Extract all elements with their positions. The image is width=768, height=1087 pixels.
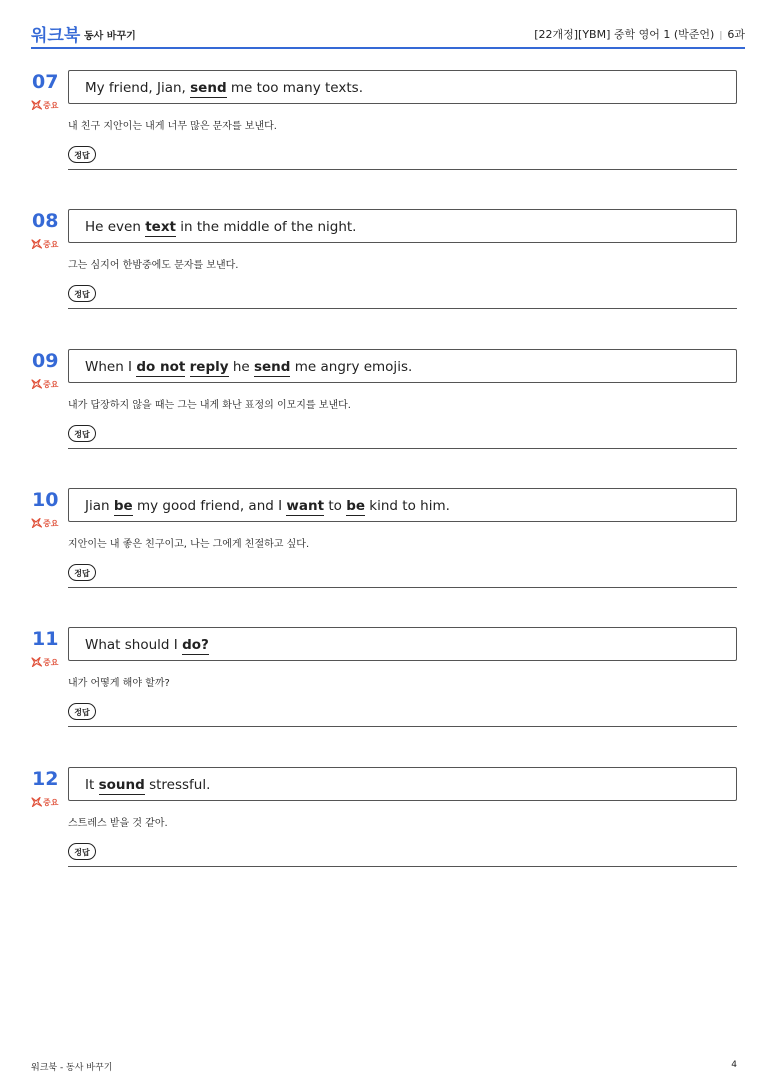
target-verb: text <box>145 219 176 235</box>
target-verb: do? <box>182 637 209 653</box>
korean-translation: 내 친구 지안이는 내게 너무 많은 문자를 보낸다. <box>68 121 277 132</box>
question-item <box>0 767 768 887</box>
sentence-box <box>68 767 737 801</box>
footer-title: 워크북 - 동사 바꾸기 <box>31 1063 113 1073</box>
star-icon <box>31 518 42 528</box>
sentence-text: kind to him. <box>365 498 450 514</box>
course-title: [22개정][YBM] 중학 영어 1 (박준언) <box>534 28 715 41</box>
sentence-text: When I <box>85 359 137 375</box>
important-badge <box>31 797 58 808</box>
answer-button[interactable]: 정답 <box>68 564 96 581</box>
page-number: 4 <box>731 1060 737 1070</box>
target-verb: sound <box>98 777 145 793</box>
sentence-box <box>68 209 737 243</box>
important-badge <box>31 100 58 111</box>
answer-line <box>68 448 737 449</box>
answer-button[interactable]: 정답 <box>68 843 96 860</box>
korean-translation: 지안이는 내 좋은 친구이고, 나는 그에게 친절하고 싶다. <box>68 539 310 550</box>
sentence-box <box>68 488 737 522</box>
target-verb: be <box>113 498 133 514</box>
star-icon <box>31 657 42 667</box>
question-item <box>0 70 768 190</box>
star-icon <box>31 100 42 110</box>
korean-translation: 스트레스 받을 것 같아. <box>68 818 168 829</box>
sentence-text: My friend, Jian, <box>85 80 191 96</box>
answer-button[interactable]: 정답 <box>68 703 96 720</box>
target-verb: send <box>253 359 291 375</box>
important-label: 중요 <box>43 658 59 667</box>
sentence-text: He even <box>85 219 146 235</box>
answer-button[interactable]: 정답 <box>68 285 96 302</box>
question-item <box>0 488 768 608</box>
target-verb: send <box>190 80 227 96</box>
target-verb: want <box>286 498 325 514</box>
answer-line <box>68 308 737 309</box>
sentence-text: stressful. <box>144 777 211 793</box>
sentence-text: me too many texts. <box>226 80 363 96</box>
question-item <box>0 627 768 747</box>
korean-translation: 내가 답장하지 않을 때는 그는 내게 화난 표정의 이모지를 보낸다. <box>68 400 351 411</box>
sentence-text: my good friend, and I <box>132 498 287 514</box>
target-verb: reply <box>189 359 229 375</box>
header-separator: | <box>719 31 723 41</box>
question-number: 08 <box>32 210 59 232</box>
sentence-text: me angry emojis. <box>290 359 413 375</box>
answer-button[interactable]: 정답 <box>68 425 96 442</box>
worksheet-subtitle: 동사 바꾸기 <box>84 31 136 42</box>
important-badge <box>31 239 58 250</box>
page-header <box>31 20 745 49</box>
important-label: 중요 <box>43 380 59 389</box>
target-verb: be <box>346 498 366 514</box>
korean-translation: 내가 어떻게 해야 할까? <box>68 678 170 689</box>
answer-line <box>68 169 737 170</box>
sentence-text: in the middle of the night. <box>175 219 357 235</box>
answer-line <box>68 587 737 588</box>
sentence-box <box>68 627 737 661</box>
answer-button[interactable]: 정답 <box>68 146 96 163</box>
sentence-box <box>68 349 737 383</box>
star-icon <box>31 239 42 249</box>
sentence-box <box>68 70 737 104</box>
question-item <box>0 349 768 469</box>
sentence-text: he <box>228 359 254 375</box>
course-info <box>534 26 745 42</box>
lesson-number: 6과 <box>727 28 745 41</box>
korean-translation: 그는 심지어 한밤중에도 문자를 보낸다. <box>68 260 239 271</box>
question-number: 10 <box>32 489 59 511</box>
question-number: 07 <box>32 71 59 93</box>
brand-title: 워크북 <box>31 26 81 46</box>
star-icon <box>31 379 42 389</box>
question-item <box>0 209 768 329</box>
important-badge <box>31 657 58 668</box>
answer-line <box>68 726 737 727</box>
sentence-text: It <box>85 777 99 793</box>
question-number: 12 <box>32 768 59 790</box>
sentence-text: What should I <box>85 637 183 653</box>
answer-line <box>68 866 737 867</box>
important-badge <box>31 379 58 390</box>
important-label: 중요 <box>43 519 59 528</box>
sentence-text: to <box>324 498 347 514</box>
important-label: 중요 <box>43 240 59 249</box>
sentence-text <box>185 359 189 375</box>
question-number: 09 <box>32 350 59 372</box>
sentence-text: Jian <box>85 498 114 514</box>
star-icon <box>31 797 42 807</box>
important-label: 중요 <box>43 798 59 807</box>
important-badge <box>31 518 58 529</box>
target-verb: do not <box>136 359 186 375</box>
question-number: 11 <box>32 628 59 650</box>
important-label: 중요 <box>43 101 59 110</box>
